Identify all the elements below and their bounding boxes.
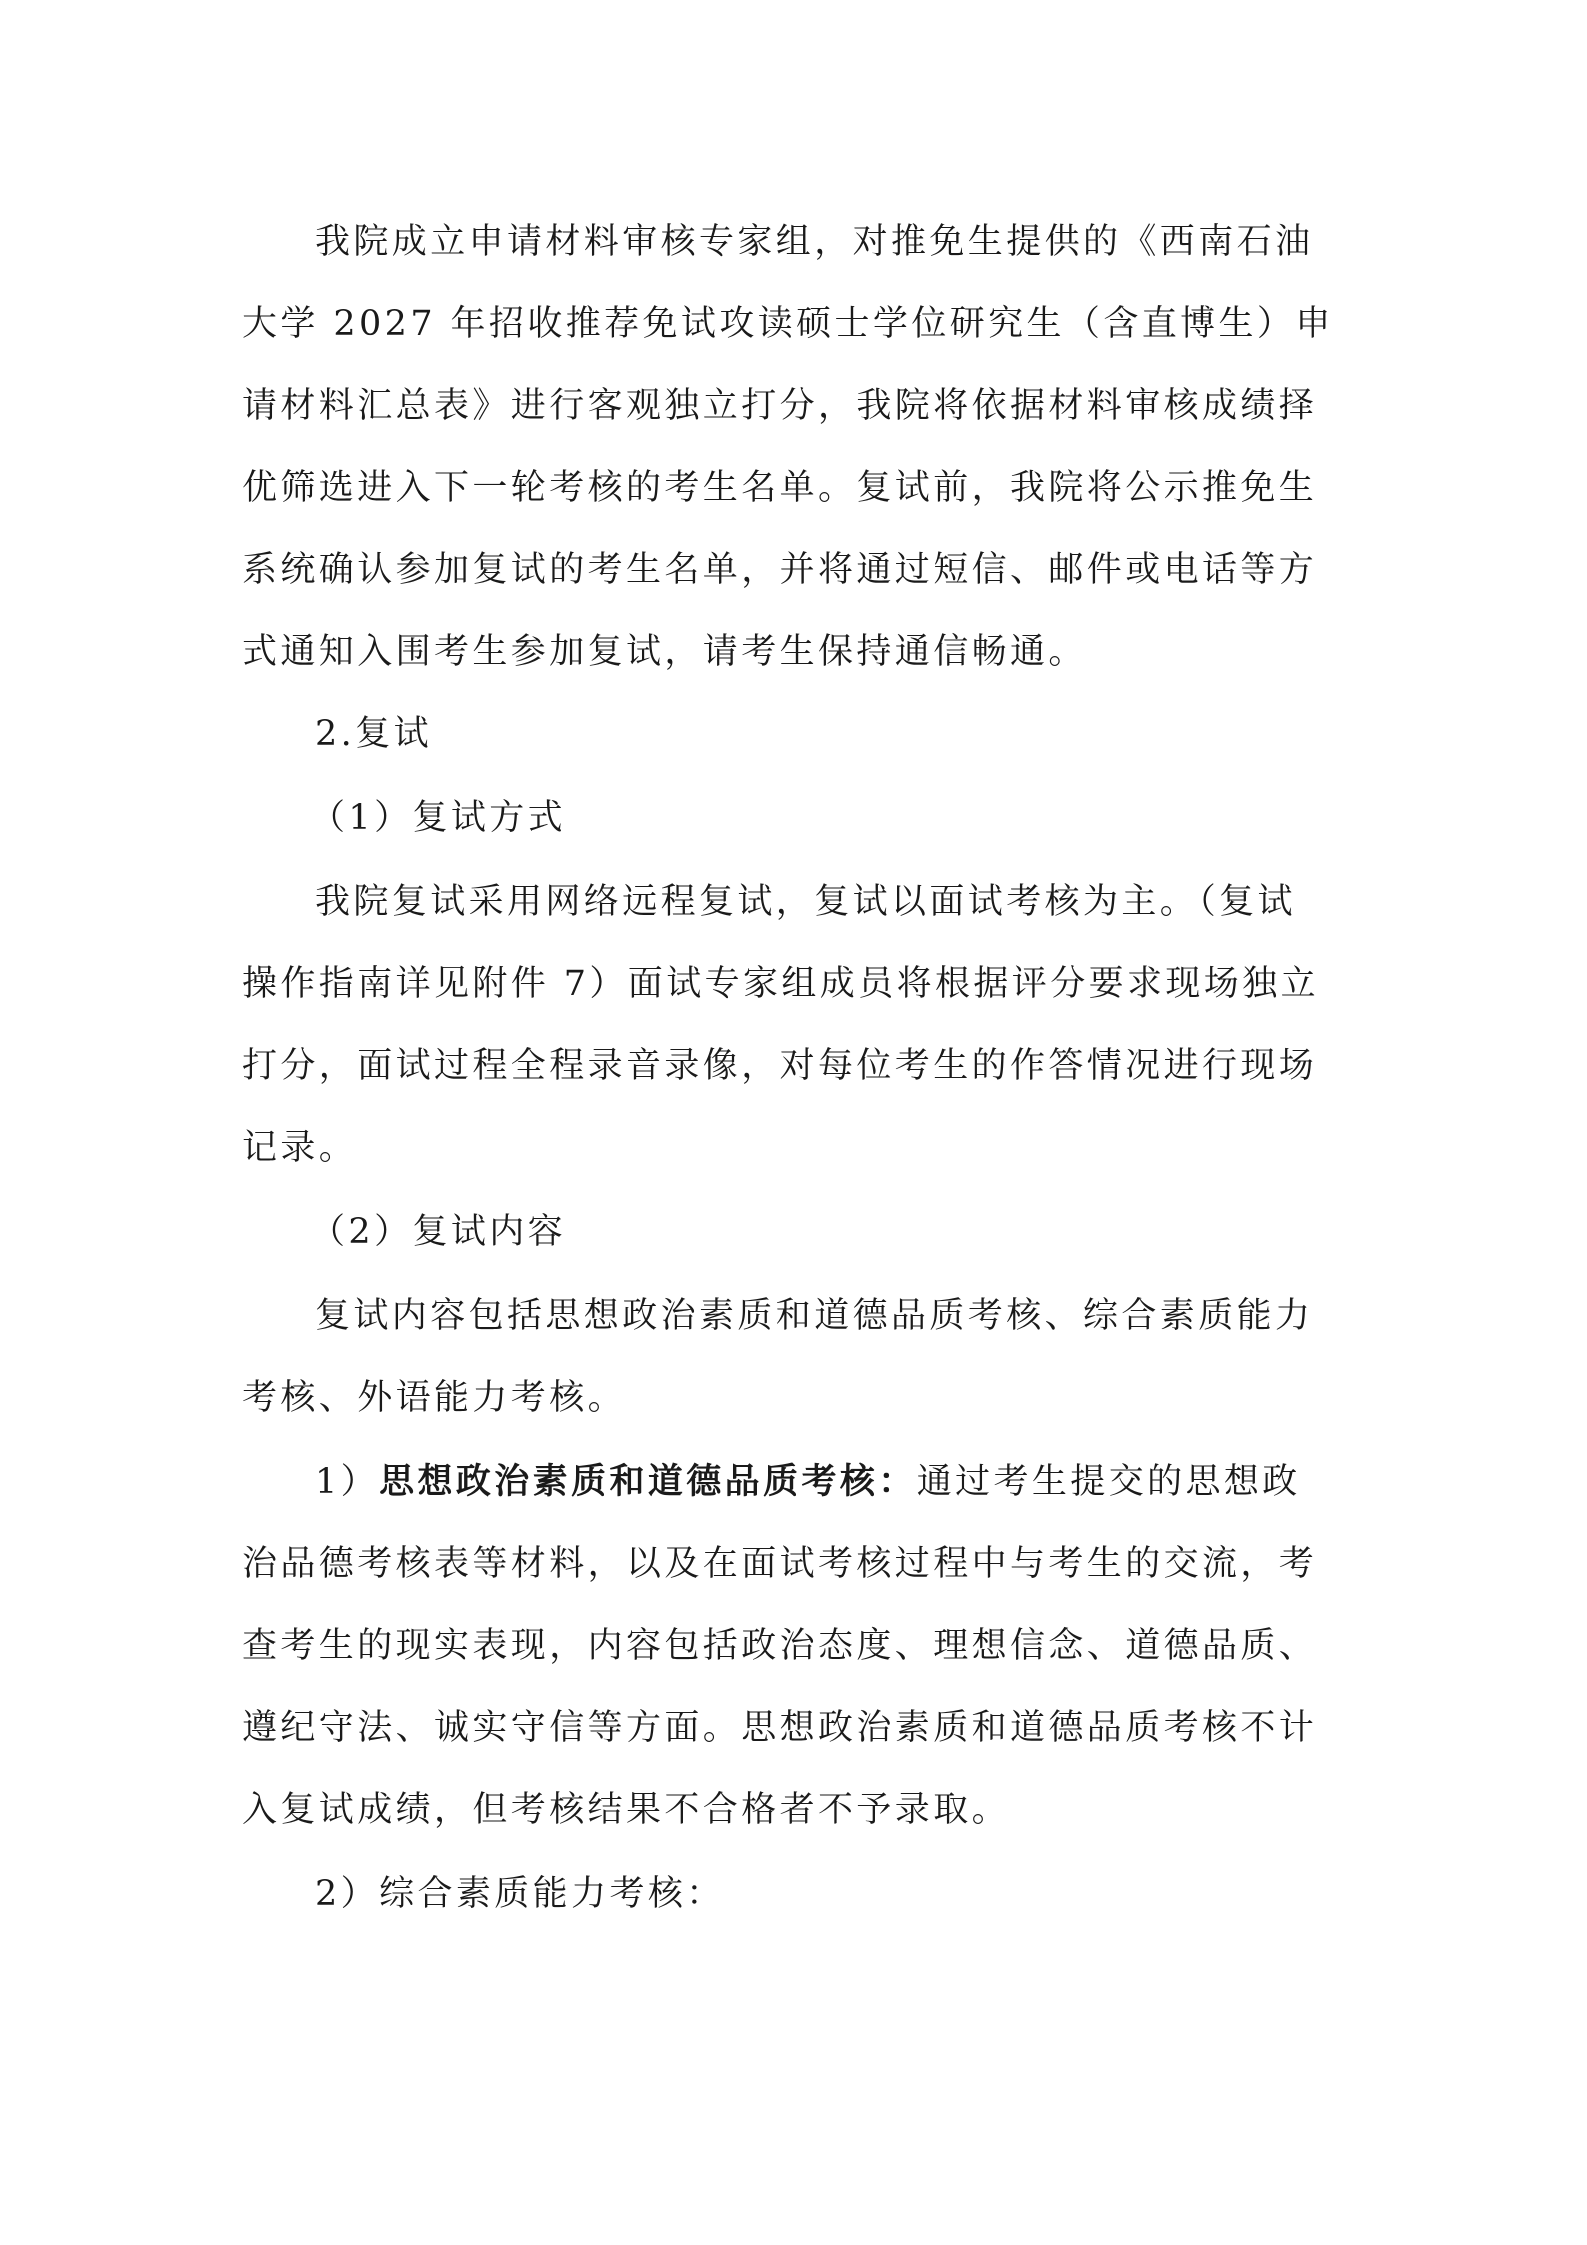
paragraph-1-line-1: 我院成立申请材料审核专家组，对推免生提供的《西南石油 bbox=[315, 222, 1314, 262]
item-text-political-start: 通过考生提交的思想政 bbox=[916, 1462, 1301, 1502]
paragraph-political-line-1 bbox=[315, 1458, 1301, 1506]
subheading-retest-method: （1）复试方式 bbox=[310, 798, 567, 838]
paragraph-1-line-4: 优筛选进入下一轮考核的考生名单。复试前，我院将公示推免生 bbox=[242, 468, 1318, 508]
paragraph-political-line-4: 遵纪守法、诚实守信等方面。思想政治素质和道德品质考核不计 bbox=[242, 1708, 1318, 1748]
subheading-retest-content: （2）复试内容 bbox=[310, 1212, 567, 1252]
paragraph-political-line-3: 查考生的现实表现，内容包括政治态度、理想信念、道德品质、 bbox=[242, 1626, 1318, 1666]
paragraph-method-line-4: 记录。 bbox=[242, 1128, 358, 1168]
paragraph-content-line-2: 考核、外语能力考核。 bbox=[242, 1378, 627, 1418]
item-number-1: 1） bbox=[315, 1462, 380, 1502]
paragraph-1-line-2: 大学 2027 年招收推荐免试攻读硕士学位研究生（含直博生）申 bbox=[242, 304, 1334, 344]
paragraph-1-line-3: 请材料汇总表》进行客观独立打分，我院将依据材料审核成绩择 bbox=[242, 386, 1318, 426]
paragraph-political-line-2: 治品德考核表等材料，以及在面试考核过程中与考生的交流，考 bbox=[242, 1544, 1318, 1584]
paragraph-content-line-1: 复试内容包括思想政治素质和道德品质考核、综合素质能力 bbox=[315, 1296, 1314, 1336]
section-heading-retest: 2.复试 bbox=[315, 714, 432, 754]
paragraph-political-line-5: 入复试成绩，但考核结果不合格者不予录取。 bbox=[242, 1790, 1011, 1830]
paragraph-1-line-6: 式通知入围考生参加复试，请考生保持通信畅通。 bbox=[242, 632, 1087, 672]
paragraph-method-line-1: 我院复试采用网络远程复试，复试以面试考核为主。（复试 bbox=[315, 882, 1296, 922]
item-title-political: 思想政治素质和道德品质考核： bbox=[379, 1461, 917, 1502]
paragraph-method-line-2: 操作指南详见附件 7）面试专家组成员将根据评分要求现场独立 bbox=[242, 964, 1319, 1004]
paragraph-method-line-3: 打分，面试过程全程录音录像，对每位考生的作答情况进行现场 bbox=[242, 1046, 1318, 1086]
paragraph-1-line-5: 系统确认参加复试的考生名单，并将通过短信、邮件或电话等方 bbox=[242, 550, 1318, 590]
item-heading-comprehensive: 2）综合素质能力考核： bbox=[315, 1874, 725, 1914]
